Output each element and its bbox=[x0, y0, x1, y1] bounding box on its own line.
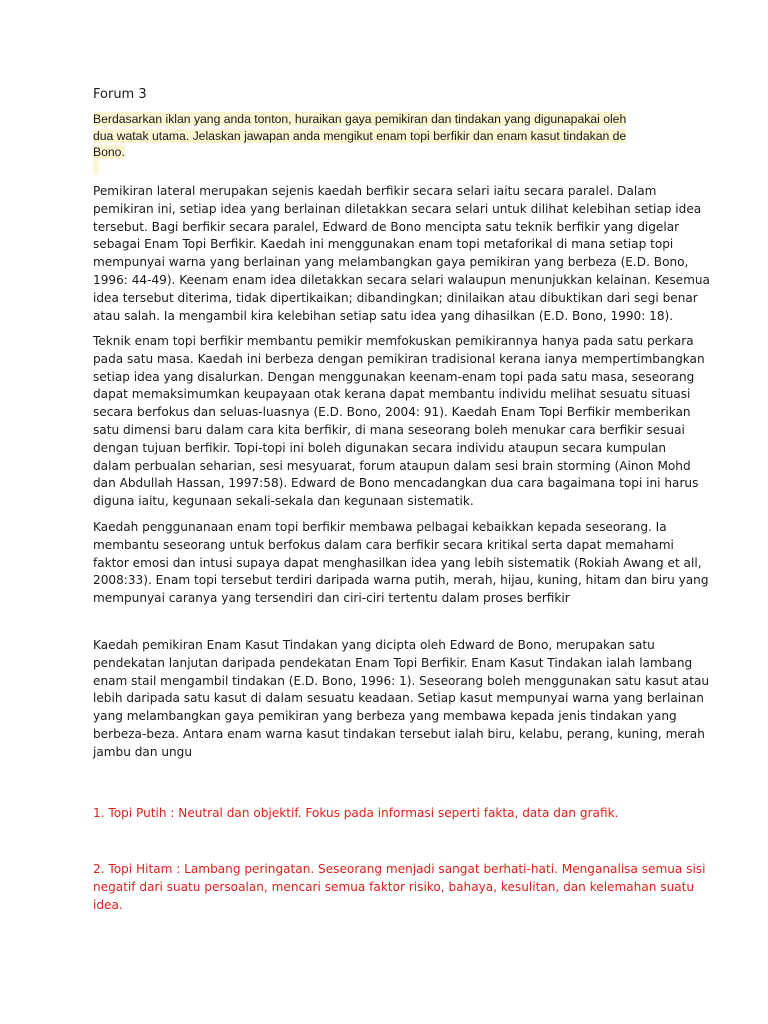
list-item-black-hat bbox=[93, 861, 706, 914]
question-line: Bono. bbox=[93, 145, 125, 159]
paragraph-line: secara berfokus dan seluas-luasnya (E.D. Bono, 2004: 91). Kaedah Enam Topi Berfikir memberikan bbox=[93, 405, 691, 420]
paragraph-line: berbeza-beza. Antara enam warna kasut tindakan tersebut ialah biru, kelabu, perang, kuning, merah bbox=[93, 726, 705, 741]
forum-question bbox=[93, 111, 683, 161]
paragraph-line: enam stail mengambil tindakan (E.D. Bono, 1996: 1). Seseorang boleh menggunakan satu kasut atau bbox=[93, 673, 710, 688]
highlight-mark bbox=[93, 160, 99, 173]
paragraph-line: tersebut. Bagi berfikir secara paralel, Edward de Bono mencipta satu teknik berfikir yang digelar bbox=[93, 219, 680, 234]
paragraph-line: jambu dan ungu bbox=[93, 744, 193, 759]
paragraph-line: satu dimensi baru dalam cara kita berfikir, di mana seseorang boleh menukar cara berfikir sesuai bbox=[93, 422, 685, 437]
paragraph-lateral-thinking bbox=[93, 183, 710, 325]
paragraph-line: yang melambangkan gaya pemikiran yang berbeza yang membawa kepada jenis tindakan yang bbox=[93, 709, 677, 724]
question-line: dua watak utama. Jelaskan jawapan anda mengikut enam topi berfikir dan enam kasut tindakan de bbox=[93, 128, 627, 143]
paragraph-line: lebih daripada satu kasut di dalam sesuatu keadaan. Setiap kasut mempunyai warna yang berlainan bbox=[93, 691, 704, 706]
list-item-line: 1. Topi Putih : Neutral dan objektif. Fokus pada informasi seperti fakta, data dan grafik. bbox=[93, 806, 619, 820]
paragraph-line: Teknik enam topi berfikir membantu pemikir memfokuskan pemikirannya hanya pada satu perkara bbox=[93, 334, 694, 348]
paragraph-line: mempunyai caranya yang tersendiri dan ciri-ciri tertentu dalam proses berfikir bbox=[93, 591, 570, 606]
paragraph-line: dan Abdullah Hassan, 1997:58). Edward de Bono mencadangkan dua cara bagaimana topi ini harus bbox=[93, 476, 699, 491]
paragraph-line: Kaedah pemikiran Enam Kasut Tindakan yang dicipta oleh Edward de Bono, merupakan satu bbox=[93, 638, 655, 652]
list-item-line: idea. bbox=[93, 897, 123, 912]
paragraph-line: pada satu masa. Kaedah ini berbeza dengan pemikiran tradisional kerana ianya mempertimbangkan bbox=[93, 351, 705, 366]
paragraph-line: setiap idea yang disalurkan. Dengan menggunakan keenam-enam topi pada satu masa, seseorang bbox=[93, 369, 695, 384]
paragraph-line: dapat memaksimumkan keupayaan otak kerana dapat membantu individu melihat sesuatu situasi bbox=[93, 387, 691, 402]
list-item-white-hat bbox=[93, 805, 683, 823]
paragraph-line: Pemikiran lateral merupakan sejenis kaedah berfikir secara selari iaitu secara paralel. Dalam bbox=[93, 184, 657, 198]
paragraph-line: pendekatan lanjutan daripada pendekatan Enam Topi Berfikir. Enam Kasut Tindakan ialah lambang bbox=[93, 655, 693, 670]
question-line: Berdasarkan iklan yang anda tonton, huraikan gaya pemikiran dan tindakan yang digunapakai oleh bbox=[93, 112, 627, 126]
paragraph-line: membantu seseorang untuk berfokus dalam cara berfikir secara kritikal serta dapat memahami bbox=[93, 537, 674, 552]
paragraph-line: idea tersebut diterima, tidak dipertikaikan; dibandingkan; dinilaikan atau dibuktikan dari segi benar bbox=[93, 290, 698, 305]
paragraph-line: Kaedah penggunanaan enam topi berfikir membawa pelbagai kebaikkan kepada seseorang. Ia bbox=[93, 520, 667, 534]
paragraph-line: diguna iaitu, kegunaan sekali-sekala dan kegunaan sistematik. bbox=[93, 494, 474, 509]
paragraph-line: sebagai Enam Topi Berfikir. Kaedah ini menggunakan enam topi metaforikal di mana setiap topi bbox=[93, 237, 674, 252]
paragraph-six-hats-technique bbox=[93, 333, 705, 511]
list-item-line: 2. Topi Hitam : Lambang peringatan. Seseorang menjadi sangat berhati-hati. Menganalisa semua sisi bbox=[93, 862, 706, 876]
paragraph-line: pemikiran ini, setiap idea yang berlainan diletakkan secara selari untuk dilihat kelebihan setiap idea bbox=[93, 201, 702, 216]
paragraph-six-shoes bbox=[93, 637, 710, 762]
paragraph-line: 1996: 44-49). Keenam enam idea diletakkan secara selari walaupun menunjukkan kelainan. Kesemua bbox=[93, 272, 710, 287]
paragraph-line: atau salah. Ia mengambil kira kelebihan setiap satu idea yang dihasilkan (E.D. Bono, 1990: 18). bbox=[93, 308, 674, 323]
page-title: Forum 3 bbox=[93, 87, 147, 102]
paragraph-line: mempunyai warna yang berlainan yang melambangkan gaya pemikiran yang berbeza (E.D. Bono, bbox=[93, 255, 689, 270]
paragraph-line: faktor emosi dan intusi supaya dapat menghasilkan idea yang lebih sistematik (Rokiah Awang et all, bbox=[93, 555, 702, 570]
paragraph-line: 2008:33). Enam topi tersebut terdiri daripada warna putih, merah, hijau, kuning, hitam dan biru yang bbox=[93, 573, 709, 588]
paragraph-line: dalam perbualan seharian, sesi mesyuarat, forum ataupun dalam sesi brain storming (Ainon Mohd bbox=[93, 458, 691, 473]
list-item-line: negatif dari suatu persoalan, mencari semua faktor risiko, bahaya, kesulitan, dan kelemahan suatu bbox=[93, 879, 695, 894]
paragraph-benefits bbox=[93, 519, 709, 608]
paragraph-line: dengan tujuan berfikir. Topi-topi ini boleh digunakan secara individu ataupun secara kumpulan bbox=[93, 440, 667, 455]
